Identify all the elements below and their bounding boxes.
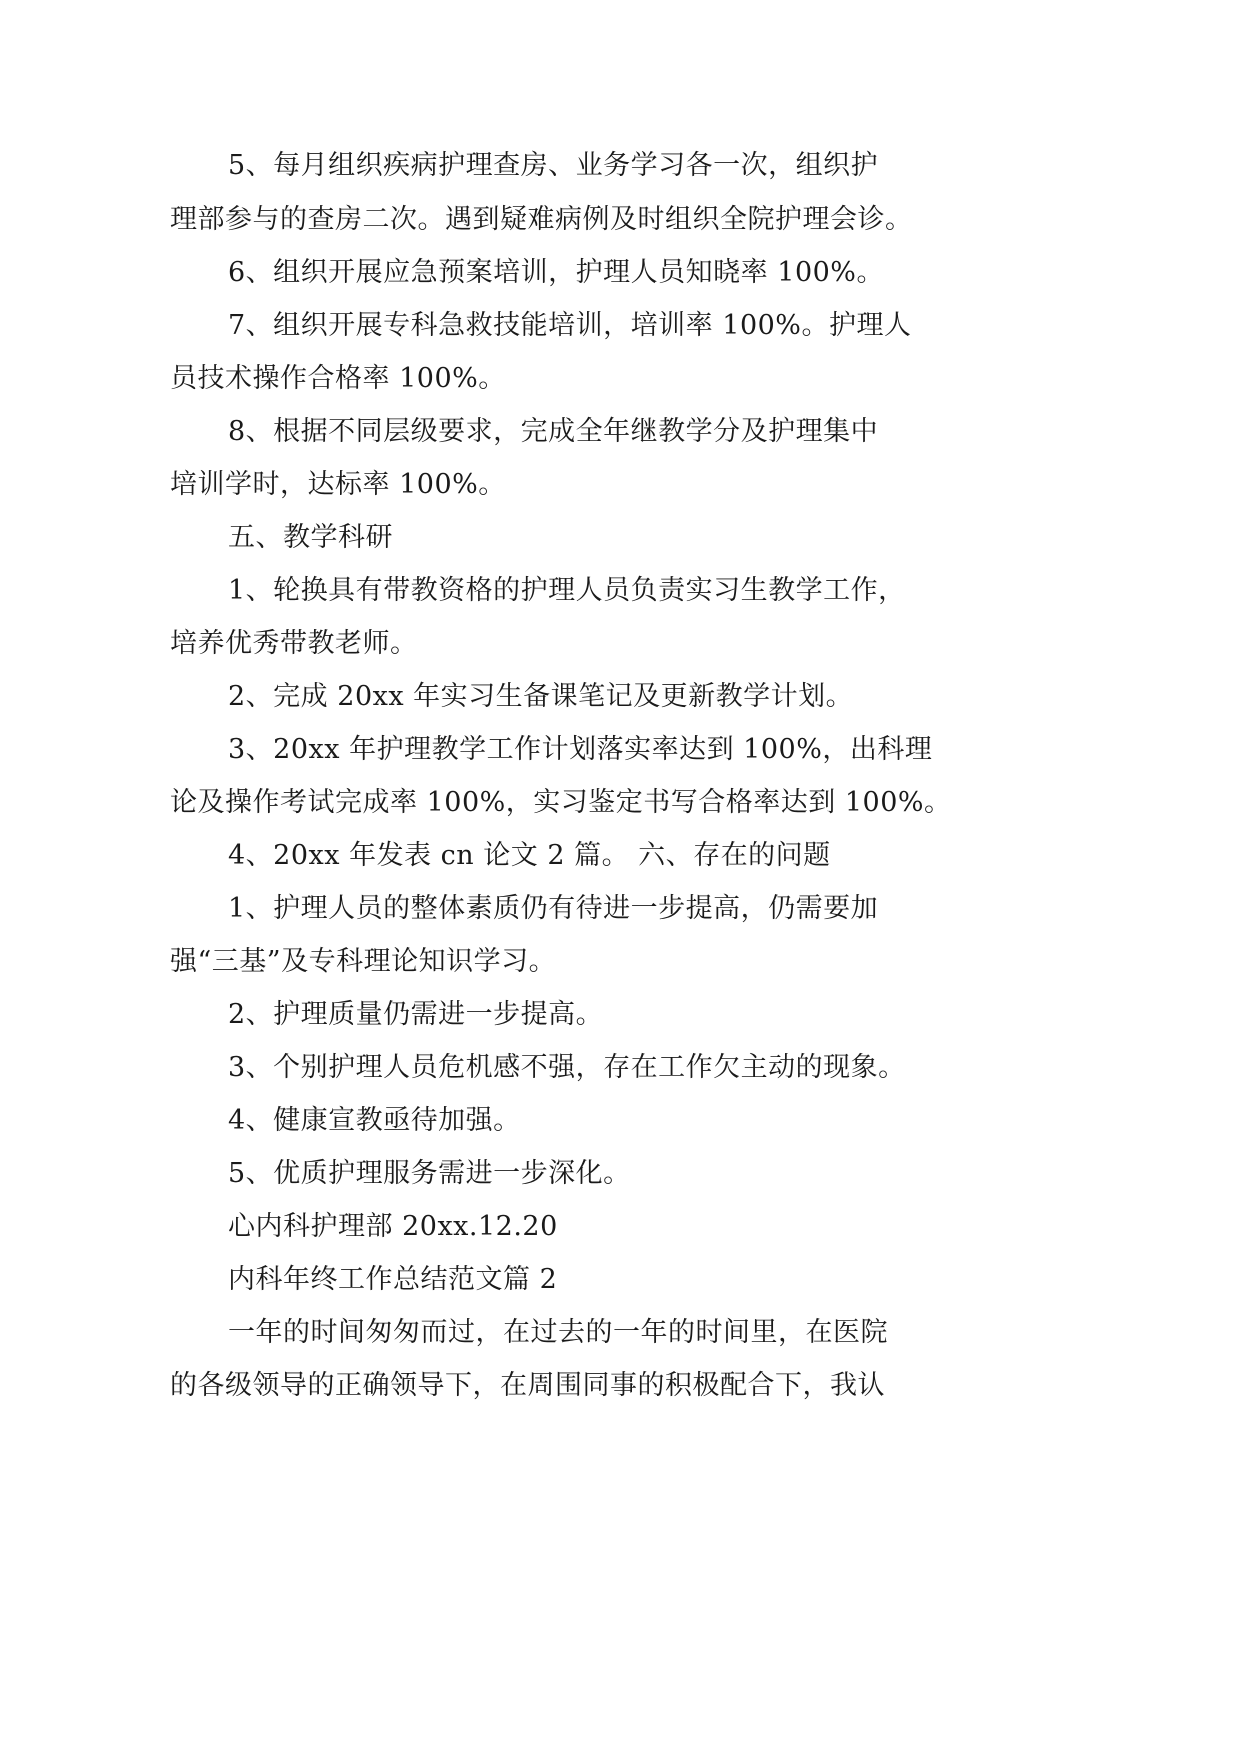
- paragraph-line: 论及操作考试完成率 100%，实习鉴定书写合格率达到 100%。: [170, 787, 952, 818]
- section-title: 内科年终工作总结范文篇 2: [228, 1264, 558, 1295]
- paragraph-line: 6、组织开展应急预案培训，护理人员知晓率 100%。: [228, 257, 884, 288]
- paragraph-line: 5、每月组织疾病护理查房、业务学习各一次，组织护: [228, 150, 879, 181]
- paragraph-line: 一年的时间匆匆而过，在过去的一年的时间里，在医院: [228, 1317, 888, 1348]
- paragraph-line: 员技术操作合格率 100%。: [170, 363, 506, 394]
- paragraph-line: 强“三基”及专科理论知识学习。: [170, 946, 557, 977]
- signature-line: 心内科护理部 20xx.12.20: [228, 1211, 558, 1242]
- paragraph-line: 8、根据不同层级要求，完成全年继教学分及护理集中: [228, 416, 879, 447]
- paragraph-line: 培训学时，达标率 100%。: [170, 469, 506, 500]
- paragraph-line: 2、护理质量仍需进一步提高。: [228, 999, 604, 1030]
- paragraph-line: 4、健康宣教亟待加强。: [228, 1105, 521, 1136]
- paragraph-line: 3、20xx 年护理教学工作计划落实率达到 100%，出科理: [228, 734, 933, 765]
- paragraph-line: 1、护理人员的整体素质仍有待进一步提高，仍需要加: [228, 893, 879, 924]
- paragraph-line: 的各级领导的正确领导下，在周围同事的积极配合下，我认: [170, 1370, 885, 1401]
- paragraph-line: 1、轮换具有带教资格的护理人员负责实习生教学工作，: [228, 575, 906, 606]
- paragraph-line: 5、优质护理服务需进一步深化。: [228, 1158, 631, 1189]
- paragraph-line: 理部参与的查房二次。遇到疑难病例及时组织全院护理会诊。: [170, 204, 913, 235]
- section-heading: 五、教学科研: [228, 522, 393, 553]
- paragraph-line: 7、组织开展专科急救技能培训，培训率 100%。护理人: [228, 310, 912, 341]
- paragraph-line: 4、20xx 年发表 cn 论文 2 篇。 六、存在的问题: [228, 840, 831, 871]
- paragraph-line: 2、完成 20xx 年实习生备课笔记及更新教学计划。: [228, 681, 854, 712]
- paragraph-line: 培养优秀带教老师。: [170, 628, 418, 659]
- paragraph-line: 3、个别护理人员危机感不强，存在工作欠主动的现象。: [228, 1052, 906, 1083]
